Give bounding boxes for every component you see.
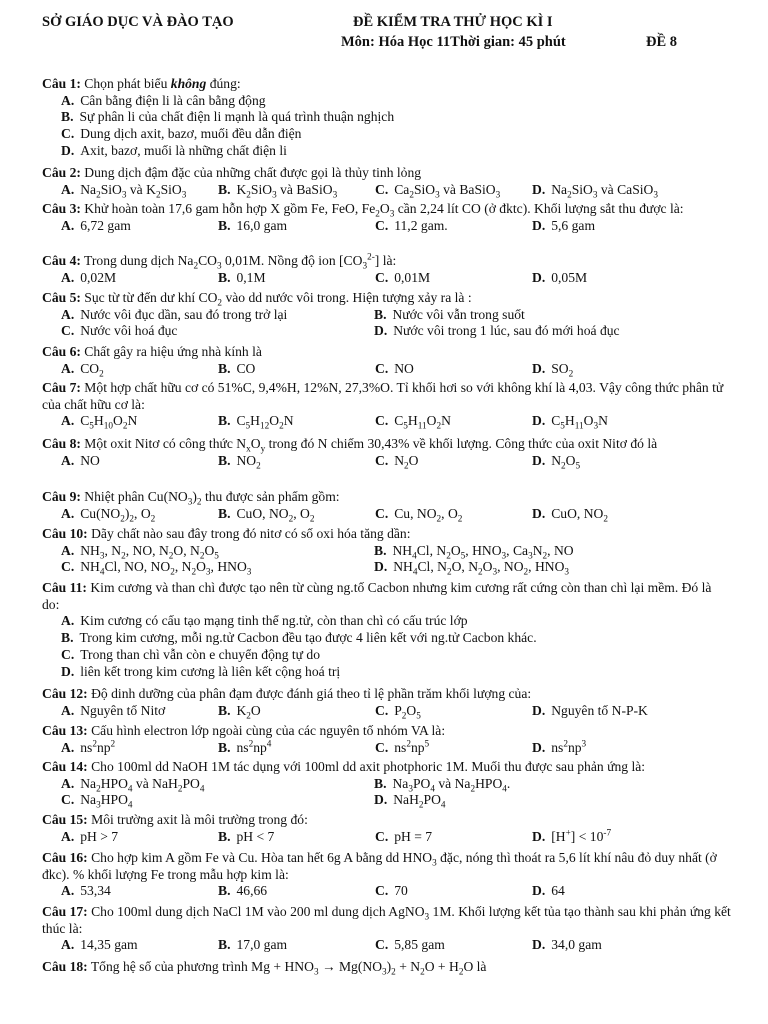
- option-letter: D.: [374, 792, 388, 808]
- option-text: NO: [394, 360, 414, 376]
- question-number: Câu 6:: [42, 344, 81, 359]
- answer-option: [61, 413, 218, 430]
- option-letter: C.: [375, 360, 389, 376]
- option-text: $Ca_2SiO_3$ và BaSiO$_3$: [394, 181, 501, 200]
- answer-option: [61, 559, 374, 576]
- option-text: CuO, $NO_2$: [551, 505, 608, 524]
- answer-option: [375, 413, 532, 430]
- question: [42, 76, 732, 160]
- option-letter: D.: [532, 360, 546, 376]
- answer-option: [532, 218, 689, 235]
- option-text: 16,0 gam: [236, 217, 288, 233]
- answer-option: [532, 361, 689, 378]
- question-text: Chất gây ra hiệu ứng nhà kính là: [80, 344, 262, 359]
- answer-option: [61, 703, 218, 720]
- option-text: Nguyên tố Nitơ: [80, 702, 166, 718]
- option-letter: C.: [61, 126, 75, 142]
- option-text: Nước vôi hoá đục: [80, 323, 178, 339]
- option-text: $ns^2np^3$: [551, 738, 587, 755]
- option-text: Sự phân li của chất điện li mạnh là quá trình thuận nghịch: [79, 109, 395, 125]
- answer-option: [375, 883, 532, 900]
- option-text: 5,6 gam: [551, 217, 596, 233]
- answer-options: [42, 703, 732, 720]
- option-letter: A.: [61, 828, 75, 844]
- option-text: $Na_3PO_4$ và $Na_2HPO_4$.: [392, 775, 511, 794]
- option-letter: C.: [375, 452, 389, 468]
- option-letter: B.: [374, 306, 387, 322]
- question-text: Một oxit Nitơ có công thức $N_xO_y$ trong đó N chiếm 30,43% về khối lượng. Công thức của oxit Nitơ đó là: [80, 436, 658, 454]
- question-stem: [42, 904, 732, 937]
- question-stem: [42, 344, 732, 361]
- answer-option: [61, 506, 218, 523]
- option-letter: D.: [61, 663, 75, 679]
- option-letter: A.: [61, 217, 75, 233]
- option-letter: C.: [375, 702, 389, 718]
- option-letter: D.: [532, 452, 546, 468]
- option-text: 0,05M: [551, 269, 588, 285]
- answer-option: [218, 703, 375, 720]
- question-text: Cho 100ml dd NaOH 1M tác dụng với 100ml dd axit photphoric 1M. Muối thu được sau phản ứng là:: [87, 759, 646, 774]
- option-letter: D.: [532, 883, 546, 899]
- option-letter: A.: [61, 413, 75, 429]
- answer-options: [42, 776, 732, 809]
- option-letter: A.: [61, 883, 75, 899]
- option-text: $K_2O$: [236, 702, 261, 721]
- answer-option: [374, 307, 687, 324]
- answer-option: [61, 543, 374, 560]
- answer-option: [375, 218, 532, 235]
- option-letter: B.: [61, 630, 74, 646]
- answer-option: [61, 218, 218, 235]
- option-letter: D.: [532, 937, 546, 953]
- option-letter: A.: [61, 739, 75, 755]
- answer-options: [42, 453, 732, 470]
- question-stem: [42, 489, 732, 506]
- answer-option: [61, 307, 374, 324]
- option-letter: D.: [532, 739, 546, 755]
- answer-option: [532, 270, 689, 287]
- answer-options: [42, 413, 732, 430]
- question-text: Chọn phát biểu không đúng:: [80, 76, 241, 91]
- answer-options: [42, 218, 732, 235]
- question-number: Câu 15:: [42, 812, 88, 827]
- question-text: Môi trường axit là môi trường trong đó:: [87, 812, 308, 827]
- answer-option: [375, 703, 532, 720]
- answer-option: [61, 270, 218, 287]
- option-text: $Na_2HPO_4$ và $NaH_2PO_4$: [80, 775, 205, 794]
- question: [42, 436, 732, 469]
- answer-option: [61, 647, 732, 664]
- exam-code: ĐỀ 8: [646, 34, 678, 50]
- option-letter: A.: [61, 702, 75, 718]
- option-text: Nước vôi vẫn trong suốt: [392, 306, 525, 322]
- option-text: $NH_3$, $N_2$, NO, $N_2O$, $N_2O_5$: [80, 542, 219, 561]
- answer-option: [61, 883, 218, 900]
- option-letter: C.: [61, 646, 75, 662]
- option-letter: B.: [218, 413, 231, 429]
- answer-option: [61, 323, 374, 340]
- question: [42, 904, 732, 954]
- question: [42, 165, 732, 198]
- option-text: $Na_2SiO_3$ và CaSiO$_3$: [551, 181, 658, 200]
- answer-option: [374, 323, 687, 340]
- option-letter: A.: [61, 542, 75, 558]
- question-text: Độ dinh dưỡng của phân đạm được đánh giá theo tỉ lệ phần trăm khối lượng của:: [87, 686, 532, 701]
- answer-option: [532, 413, 689, 430]
- option-letter: A.: [61, 937, 75, 953]
- option-letter: D.: [532, 181, 546, 197]
- option-letter: C.: [375, 269, 389, 285]
- answer-option: [61, 361, 218, 378]
- question-stem: [42, 165, 732, 182]
- answer-option: [532, 937, 689, 954]
- question-number: Câu 10:: [42, 526, 88, 541]
- answer-option: [218, 829, 375, 846]
- answer-options: [42, 93, 732, 160]
- option-letter: C.: [61, 792, 75, 808]
- option-text: CO: [236, 360, 256, 376]
- option-text: 0,02M: [80, 269, 117, 285]
- answer-option: [61, 143, 732, 160]
- question-stem: [42, 723, 732, 740]
- answer-option: [61, 630, 732, 647]
- question: [42, 686, 732, 719]
- option-letter: C.: [375, 217, 389, 233]
- answer-option: [218, 883, 375, 900]
- option-letter: C.: [61, 559, 75, 575]
- option-letter: D.: [374, 323, 388, 339]
- department-name: SỞ GIÁO DỤC VÀ ĐÀO TẠO: [42, 14, 234, 30]
- question-number: Câu 18:: [42, 959, 88, 974]
- option-text: $ns^2np^4$: [236, 738, 272, 755]
- answer-option: [375, 361, 532, 378]
- option-letter: A.: [61, 360, 75, 376]
- option-text: 0,1M: [236, 269, 266, 285]
- question-stem: [42, 850, 732, 883]
- answer-option: [532, 453, 689, 470]
- option-letter: B.: [218, 702, 231, 718]
- answer-option: [61, 453, 218, 470]
- answer-options: [42, 270, 732, 287]
- question-text: Nhiệt phân $Cu(NO_3)_2$ thu được sản phẩm gồm:: [80, 489, 340, 507]
- question-stem: [42, 959, 732, 976]
- question-text: Khử hoàn toàn 17,6 gam hỗn hợp X gồm Fe, FeO, $Fe_2O_3$ cần 2,24 lít CO (ở đktc). Khối lượng sắt thu được là:: [80, 201, 684, 219]
- option-text: 0,01M: [394, 269, 431, 285]
- question-number: Câu 13:: [42, 723, 88, 738]
- question-number: Câu 7:: [42, 380, 81, 395]
- answer-option: [532, 703, 689, 720]
- answer-option: [61, 182, 218, 199]
- question-stem: [42, 759, 732, 776]
- option-text: Cu, $NO_2$, $O_2$: [394, 505, 463, 524]
- answer-option: [374, 792, 687, 809]
- answer-option: [61, 126, 732, 143]
- question-text: Một hợp chất hữu cơ có 51%C, 9,4%H, 12%N, 27,3%O. Tỉ khối hơi so với không khí là 4,03. Vậy công thức phân tử của chất hữu cơ là:: [42, 380, 724, 412]
- answer-option: [218, 182, 375, 199]
- question-text: Dãy chất nào sau đây trong đó nitơ có số oxi hóa tăng dần:: [87, 526, 411, 541]
- answer-options: [42, 361, 732, 378]
- question: [42, 812, 732, 845]
- option-text: $K_2SiO_3$ và BaSiO$_3$: [236, 181, 338, 200]
- option-text: Trong kim cương, mỗi ng.tử Cacbon đều tạo được 4 liên kết với ng.tử Cacbon khác.: [79, 630, 537, 646]
- option-text: $Na_2SiO_3$ và $K_2SiO_3$: [80, 181, 187, 200]
- answer-option: [532, 740, 689, 757]
- option-letter: C.: [375, 505, 389, 521]
- answer-option: [375, 270, 532, 287]
- option-text: $NaH_2PO_4$: [393, 792, 446, 811]
- answer-option: [61, 829, 218, 846]
- option-text: $CO_2$: [80, 360, 104, 379]
- option-letter: B.: [218, 360, 231, 376]
- answer-option: [61, 776, 374, 793]
- answer-option: [218, 270, 375, 287]
- answer-option: [218, 740, 375, 757]
- option-text: 34,0 gam: [551, 937, 602, 953]
- question-number: Câu 1:: [42, 76, 81, 91]
- question-stem: [42, 76, 732, 93]
- option-text: liên kết trong kim cương là liên kết cộng hoá trị: [80, 663, 341, 679]
- option-text: 46,66: [236, 883, 268, 899]
- option-text: 53,34: [80, 883, 111, 899]
- option-letter: A.: [61, 269, 75, 285]
- answer-options: [42, 307, 732, 340]
- option-letter: D.: [532, 505, 546, 521]
- answer-option: [61, 93, 732, 110]
- question: [42, 489, 732, 522]
- option-letter: C.: [375, 828, 389, 844]
- answer-option: [218, 218, 375, 235]
- answer-options: [42, 182, 732, 199]
- option-letter: B.: [61, 109, 74, 125]
- question-text: Dung dịch đậm đặc của những chất được gọi là thủy tinh lỏng: [80, 165, 422, 180]
- option-letter: B.: [218, 739, 231, 755]
- answer-option: [61, 109, 732, 126]
- option-text: Nước vôi đục dần, sau đó trong trở lại: [80, 306, 288, 322]
- option-text: Kim cương có cấu tạo mạng tinh thể ng.tử, còn than chì có cấu trúc lớp: [80, 613, 468, 629]
- option-text: $NH_4Cl$, $N_2O$, $N_2O_3$, $NO_2$, $HNO_3$: [393, 559, 570, 578]
- option-text: $C_5H_{11}O_2N$: [394, 413, 451, 432]
- option-letter: B.: [218, 181, 231, 197]
- option-text: pH < 7: [236, 828, 275, 844]
- answer-option: [61, 740, 218, 757]
- option-letter: A.: [61, 775, 75, 791]
- option-letter: B.: [218, 937, 231, 953]
- question: [42, 723, 732, 756]
- option-text: 5,85 gam: [394, 937, 445, 953]
- option-text: Axit, bazơ, muối là những chất điện li: [80, 142, 287, 158]
- option-text: 70: [394, 883, 408, 899]
- answer-option: [532, 829, 689, 846]
- answer-option: [375, 829, 532, 846]
- option-letter: D.: [532, 702, 546, 718]
- answer-options: [42, 937, 732, 954]
- subject-line: Môn: Hóa Học 11Thời gian: 45 phút: [341, 34, 566, 50]
- option-letter: C.: [375, 181, 389, 197]
- answer-options: [42, 883, 732, 900]
- option-text: Cân bằng điện li là cân bằng động: [80, 92, 266, 108]
- answer-option: [374, 776, 687, 793]
- option-text: pH = 7: [394, 828, 433, 844]
- question-text: Cho 100ml dung dịch NaCl 1M vào 200 ml dung dịch AgNO$_3$ 1M. Khối lượng kết tủa tạo thành sau khi phản ứng kết thúc là:: [42, 904, 731, 936]
- answer-option: [218, 506, 375, 523]
- question-number: Câu 11:: [42, 580, 87, 595]
- option-letter: C.: [375, 883, 389, 899]
- answer-options: [42, 506, 732, 523]
- question-stem: [42, 253, 732, 270]
- option-letter: D.: [532, 217, 546, 233]
- answer-option: [374, 543, 687, 560]
- option-text: $C_5H_{10}O_2N$: [80, 413, 138, 432]
- option-text: 64: [551, 883, 565, 899]
- answer-option: [375, 506, 532, 523]
- option-letter: C.: [375, 937, 389, 953]
- answer-option: [532, 883, 689, 900]
- answer-option: [61, 937, 218, 954]
- question-text: Kim cương và than chì được tạo nên từ cùng ng.tố Cacbon nhưng kim cương rất cứng còn than chì lại mềm. Đó là do:: [42, 580, 712, 612]
- question: [42, 253, 732, 286]
- answer-options: [42, 613, 732, 680]
- answer-option: [218, 413, 375, 430]
- option-letter: C.: [375, 739, 389, 755]
- question-stem: [42, 201, 732, 218]
- option-letter: B.: [218, 269, 231, 285]
- exam-title: ĐỀ KIỂM TRA THỬ HỌC KÌ I: [353, 14, 553, 30]
- question: [42, 580, 732, 680]
- answer-option: [61, 664, 732, 681]
- option-text: Nước vôi trong 1 lúc, sau đó mới hoá đục: [393, 323, 620, 339]
- answer-option: [532, 182, 689, 199]
- option-text: 17,0 gam: [236, 937, 288, 953]
- question-stem: [42, 436, 732, 453]
- question: [42, 344, 732, 377]
- option-letter: D.: [532, 269, 546, 285]
- option-letter: C.: [61, 323, 75, 339]
- option-text: $NH_4Cl$, $N_2O_5$, $HNO_3$, $Ca_3N_2$, NO: [392, 542, 574, 561]
- question-stem: [42, 812, 732, 829]
- option-text: $C_5H_{11}O_3N$: [551, 413, 608, 432]
- option-text: $NH_4Cl$, NO, $NO_2$, $N_2O_3$, $HNO_3$: [80, 559, 252, 578]
- question-stem: [42, 686, 732, 703]
- question-number: Câu 4:: [42, 253, 81, 268]
- option-letter: B.: [374, 542, 387, 558]
- option-text: pH > 7: [80, 828, 119, 844]
- option-text: NO: [80, 452, 100, 468]
- question-text: Cấu hình electron lớp ngoài cùng của các nguyên tố nhóm VA là:: [87, 723, 446, 738]
- question: [42, 759, 732, 809]
- option-text: $Na_3HPO_4$: [80, 792, 133, 811]
- answer-option: [218, 937, 375, 954]
- option-text: Trong than chì vẫn còn e chuyển động tự do: [80, 646, 321, 662]
- answer-options: [42, 829, 732, 846]
- answer-options: [42, 740, 732, 757]
- question-number: Câu 3:: [42, 201, 81, 216]
- question-number: Câu 16:: [42, 850, 88, 865]
- option-letter: A.: [61, 306, 75, 322]
- answer-option: [61, 613, 732, 630]
- option-letter: B.: [374, 775, 387, 791]
- question: [42, 526, 732, 576]
- question: [42, 380, 732, 430]
- question-text: Trong dung dịch $Na_2CO_3$ 0,01M. Nồng độ ion $[CO_3^{2-}]$ là:: [80, 251, 397, 271]
- option-text: $N_2O_5$: [551, 452, 581, 471]
- question-number: Câu 14:: [42, 759, 88, 774]
- answer-option: [375, 453, 532, 470]
- option-text: $NO_2$: [236, 452, 261, 471]
- question-number: Câu 9:: [42, 489, 81, 504]
- question-text: Sục từ từ đến dư khí $CO_2$ vào dd nước vôi trong. Hiện tượng xảy ra là :: [80, 290, 472, 308]
- question-stem: [42, 580, 732, 613]
- answer-option: [374, 559, 687, 576]
- answer-option: [375, 740, 532, 757]
- option-text: 14,35 gam: [80, 937, 138, 953]
- option-letter: A.: [61, 505, 75, 521]
- option-text: $ns^2np^5$: [394, 738, 430, 755]
- answer-option: [218, 361, 375, 378]
- option-letter: C.: [375, 413, 389, 429]
- option-letter: B.: [218, 217, 231, 233]
- question-number: Câu 2:: [42, 165, 81, 180]
- question-stem: [42, 290, 732, 307]
- option-letter: D.: [61, 142, 75, 158]
- option-letter: A.: [61, 92, 75, 108]
- question-stem: [42, 526, 732, 543]
- option-text: $Cu(NO_2)_2$, $O_2$: [80, 505, 156, 524]
- option-letter: D.: [532, 413, 546, 429]
- option-letter: B.: [218, 505, 231, 521]
- option-text: Nguyên tố N-P-K: [551, 702, 648, 718]
- option-text: 6,72 gam: [80, 217, 131, 233]
- question-text: Cho hợp kim A gồm Fe và Cu. Hòa tan hết 6g A bằng dd $HNO_3$ đặc, nóng thì thoát ra 5,6 lít khí nâu đỏ duy nhất (ở đkc). % khối lượng Fe trong mẫu hợp kim là:: [42, 850, 717, 882]
- answer-option: [375, 182, 532, 199]
- question: [42, 290, 732, 340]
- option-text: $ns^2np^2$: [80, 738, 116, 755]
- option-text: CuO, $NO_2$, $O_2$: [236, 505, 315, 524]
- question: [42, 959, 732, 976]
- answer-option: [375, 937, 532, 954]
- option-letter: B.: [218, 452, 231, 468]
- answer-option: [218, 453, 375, 470]
- option-letter: D.: [374, 559, 388, 575]
- question: [42, 201, 732, 234]
- option-text: $N_2O$: [394, 452, 419, 471]
- question: [42, 850, 732, 900]
- option-letter: A.: [61, 181, 75, 197]
- option-letter: A.: [61, 452, 75, 468]
- option-letter: D.: [532, 828, 546, 844]
- question-number: Câu 5:: [42, 290, 81, 305]
- option-letter: B.: [218, 883, 231, 899]
- option-letter: B.: [218, 828, 231, 844]
- option-text: $SO_2$: [551, 360, 574, 379]
- option-text: $[H^+] < 10^{-7}$: [551, 827, 612, 844]
- option-letter: A.: [61, 613, 75, 629]
- question-text: Tổng hệ số của phương trình $Mg + HNO_3 \to Mg(NO_3)_2 + N_2O + H_2O$ là: [87, 959, 487, 977]
- answer-option: [61, 792, 374, 809]
- option-text: Dung dịch axit, bazơ, muối đều dẫn điện: [80, 126, 302, 142]
- question-number: Câu 12:: [42, 686, 88, 701]
- option-text: 11,2 gam.: [394, 217, 448, 233]
- option-text: $C_5H_{12}O_2N$: [236, 413, 294, 432]
- question-number: Câu 17:: [42, 904, 88, 919]
- question-stem: [42, 380, 732, 413]
- option-text: $P_2O_5$: [394, 702, 421, 721]
- answer-option: [532, 506, 689, 523]
- question-number: Câu 8:: [42, 436, 81, 451]
- answer-options: [42, 543, 732, 576]
